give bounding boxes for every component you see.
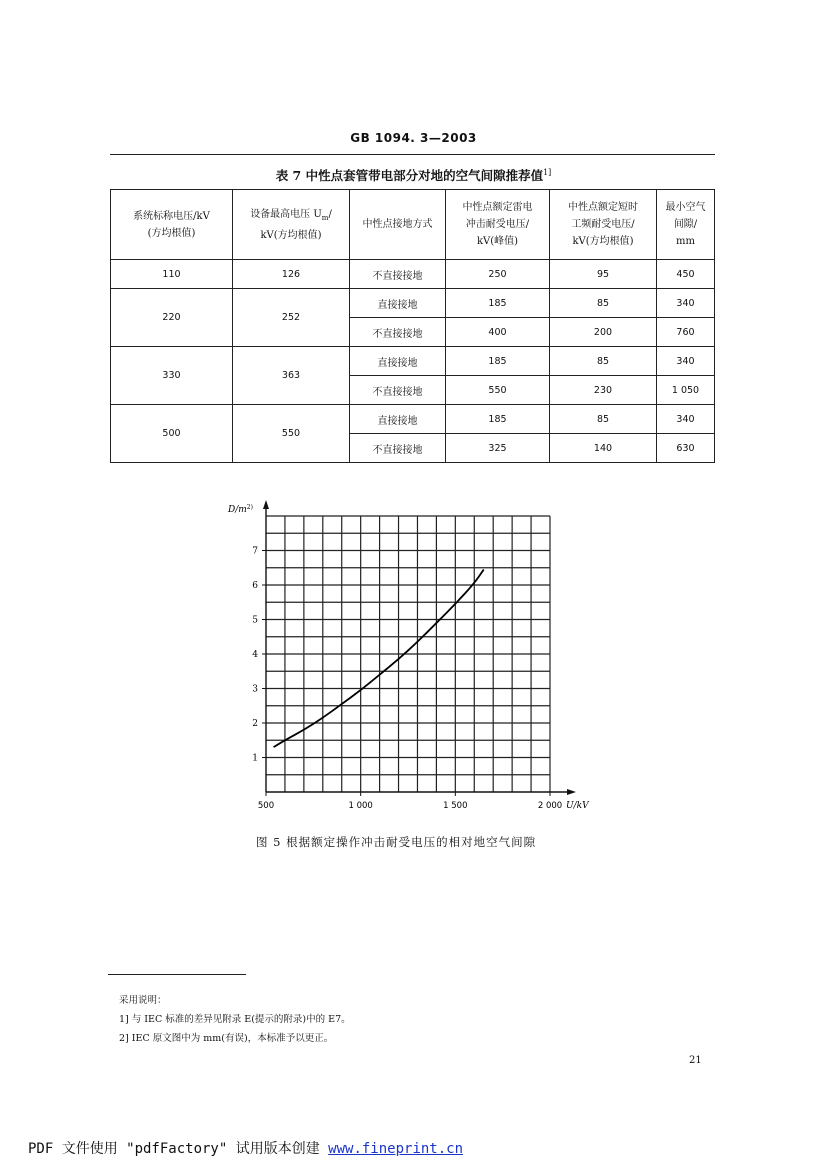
cell-method: 不直接接地 xyxy=(350,434,446,463)
cell-clearance: 450 xyxy=(657,260,715,289)
cell-system-voltage: 500 xyxy=(111,405,233,463)
footnote-heading: 采用说明： xyxy=(119,995,167,1006)
col-header-earthing-method: 中性点接地方式 xyxy=(350,190,446,260)
figure-caption: 图 5 根据额定操作冲击耐受电压的相对地空气间隙 xyxy=(256,835,537,849)
col-header-power-frequency: 中性点额定短时 工频耐受电压/ kV(方均根值) xyxy=(550,190,657,260)
cell-power-freq: 85 xyxy=(550,347,657,376)
cell-lightning: 185 xyxy=(446,289,550,318)
y-tick-label: 7 xyxy=(252,546,258,557)
cell-clearance: 760 xyxy=(657,318,715,347)
cell-method: 不直接接地 xyxy=(350,376,446,405)
y-tick-label: 2 xyxy=(252,719,258,729)
table-title-note: 1] xyxy=(543,167,552,177)
chart-series xyxy=(274,569,484,747)
col-header-max-voltage: 设备最高电压 $U_m/$ kV(方均根值) xyxy=(233,190,350,260)
cell-power-freq: 95 xyxy=(550,260,657,289)
cell-method: 不直接接地 xyxy=(350,318,446,347)
cell-lightning: 250 xyxy=(446,260,550,289)
table-title-text: 表 7 中性点套管带电部分对地的空气间隙推荐值 xyxy=(275,168,544,183)
chart-axes xyxy=(263,500,576,795)
cell-lightning: 185 xyxy=(446,347,550,376)
cell-method: 不直接接地 xyxy=(350,260,446,289)
footer-text: PDF 文件使用 "pdfFactory" 试用版本创建 xyxy=(28,1141,329,1157)
cell-system-voltage: 220 xyxy=(111,289,233,347)
col-header-lightning-impulse: 中性点额定雷电 冲击耐受电压/ kV(峰值) xyxy=(446,190,550,260)
cell-max-voltage: 126 xyxy=(233,260,350,289)
pdf-footer xyxy=(28,1138,463,1158)
y-tick-label: 1 xyxy=(252,753,258,764)
cell-clearance: 340 xyxy=(657,405,715,434)
cell-lightning: 550 xyxy=(446,376,550,405)
cell-max-voltage: 363 xyxy=(233,347,350,405)
x-tick-label: 1 500 xyxy=(443,801,468,811)
col-header-system-voltage: 系统标称电压/kV (方均根值) xyxy=(111,190,233,260)
standard-code: GB 1094. 3—2003 xyxy=(350,131,477,145)
cell-clearance: 340 xyxy=(657,347,715,376)
cell-power-freq: 85 xyxy=(550,405,657,434)
cell-lightning: 325 xyxy=(446,434,550,463)
cell-lightning: 400 xyxy=(446,318,550,347)
x-tick-label: 2 000 xyxy=(537,801,563,811)
y-axis-arrow xyxy=(263,500,269,509)
footer-link[interactable]: www.fineprint.cn xyxy=(328,1141,464,1157)
x-tick-label: 1 000 xyxy=(348,801,373,811)
x-axis-label: U/kV xyxy=(566,801,589,811)
x-tick-label: 500 xyxy=(257,801,275,811)
chart-ticks xyxy=(252,547,562,812)
cell-power-freq: 140 xyxy=(550,434,657,463)
cell-method: 直接接地 xyxy=(350,289,446,318)
cell-clearance: 1 050 xyxy=(657,376,715,405)
cell-method: 直接接地 xyxy=(350,347,446,376)
cell-clearance: 340 xyxy=(657,289,715,318)
x-axis-arrow xyxy=(567,789,576,795)
cell-clearance: 630 xyxy=(657,434,715,463)
page-number: 21 xyxy=(689,1055,702,1066)
y-tick-label: 5 xyxy=(252,615,258,626)
footnote-2: 2] IEC 原文图中为 mm(有误)，本标准予以更正。 xyxy=(119,1033,334,1044)
cell-power-freq: 200 xyxy=(550,318,657,347)
cell-max-voltage: 550 xyxy=(233,405,350,463)
footnote-1: 1] 与 IEC 标准的差异见附录 E(提示的附录)中的 E7。 xyxy=(119,1014,351,1025)
y-tick-label: 3 xyxy=(252,684,258,695)
cell-system-voltage: 330 xyxy=(111,347,233,405)
series-line xyxy=(274,569,484,747)
col-header-min-clearance: 最小空气 间隙/ mm xyxy=(657,190,715,260)
y-tick-label: 6 xyxy=(252,581,258,591)
cell-method: 直接接地 xyxy=(350,405,446,434)
cell-max-voltage: 252 xyxy=(233,289,350,347)
cell-system-voltage: 110 xyxy=(111,260,233,289)
y-axis-label: $D/m^{2)}$ xyxy=(228,504,253,515)
cell-lightning: 185 xyxy=(446,405,550,434)
chart-grid xyxy=(266,516,550,792)
y-tick-label: 4 xyxy=(252,650,258,660)
cell-power-freq: 230 xyxy=(550,376,657,405)
cell-power-freq: 85 xyxy=(550,289,657,318)
footnote-rule xyxy=(108,974,246,975)
